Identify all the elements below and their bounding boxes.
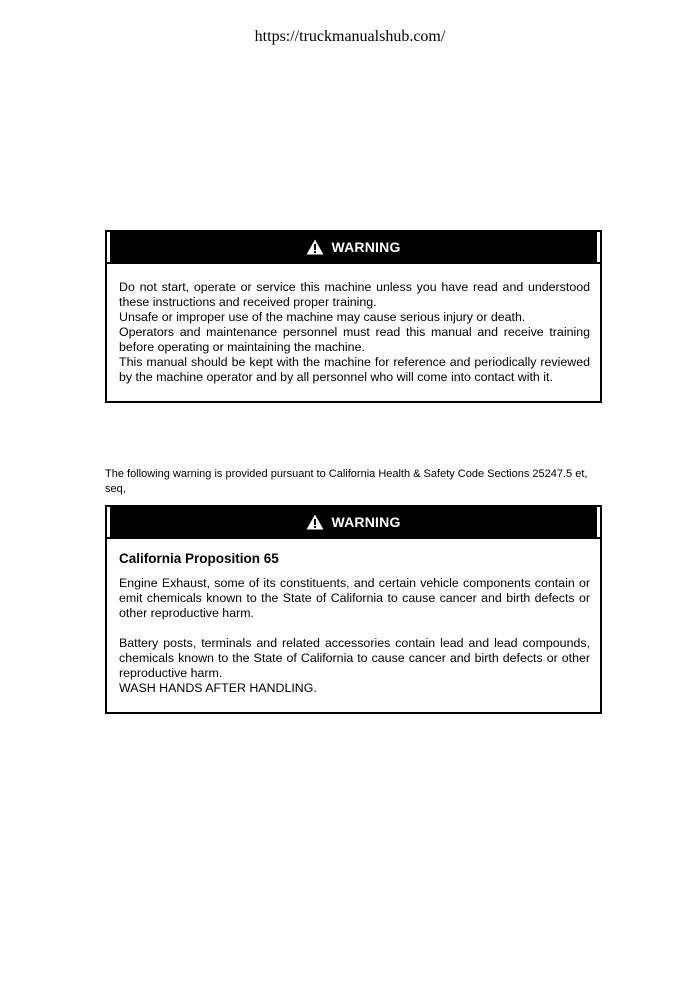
prop65-wash-hands: WASH HANDS AFTER HANDLING. [119,681,317,695]
warning-triangle-icon [306,514,324,530]
warning-body [107,262,600,401]
warning-line: Operators and maintenance personnel must read this manual and receive training before operating or maintaining the machine. [119,325,590,354]
prop65-paragraph-exhaust: Engine Exhaust, some of its constituents, and certain vehicle components contain or emit chemicals known to the State of California to cause cancer and birth defects or other reproductive harm. [119,576,590,620]
warning-header [107,232,600,262]
warning-body [107,537,600,712]
warning-header [107,507,600,537]
warning-triangle-icon [306,239,324,255]
prop65-title: California Proposition 65 [119,551,279,566]
warning-line: Unsafe or improper use of the machine may cause serious injury or death. [119,310,526,324]
prop65-paragraph-battery: Battery posts, terminals and related accessories contain lead and lead compounds, chemicals known to the State of California to cause cancer and birth defects or other reproductive harm. [119,636,590,680]
warning-title: WARNING [331,514,401,530]
warning-box-prop65 [105,505,602,714]
header-url: https://truckmanualshub.com/ [254,28,446,45]
warning-box-general [105,230,602,403]
warning-line: This manual should be kept with the machine for reference and periodically reviewed by the machine operator and by all personnel who will come into contact with it. [119,355,590,384]
warning-line: Do not start, operate or service this machine unless you have read and understood these instructions and received proper training. [119,280,590,309]
intro-text: The following warning is provided pursuant to California Health & Safety Code Sections 25247.5 et, seq, [105,468,588,495]
warning-title: WARNING [331,239,401,255]
